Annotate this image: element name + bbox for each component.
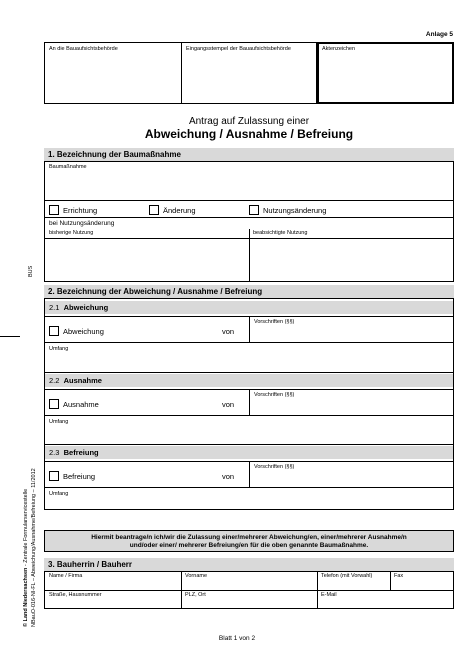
side-fold-mark (0, 336, 20, 337)
von-label: von (222, 400, 235, 409)
measure-label: Baumaßnahme (49, 164, 87, 170)
sub-2-3-header (45, 446, 453, 459)
divider (44, 415, 454, 416)
checkbox-exception[interactable] (49, 399, 59, 409)
regulations-label: Vorschriften (§§) (254, 319, 295, 325)
section1-title: 1. Bezeichnung der Baumaßnahme (48, 150, 181, 159)
divider (317, 571, 318, 609)
annex-label: Anlage 5 (425, 31, 453, 38)
checkbox-change-of-use-label: Nutzungsänderung (263, 206, 327, 215)
side-publisher: © Land Niedersachsen - Zentrale Formularservicestelle (23, 488, 29, 627)
divider (44, 487, 454, 488)
divider (249, 229, 250, 282)
previous-use-label: bisherige Nutzung (49, 230, 94, 236)
scope-label: Umfang (49, 419, 69, 425)
checkbox-modification[interactable] (149, 205, 159, 215)
divider (249, 316, 250, 342)
checkbox-exemption[interactable] (49, 471, 59, 481)
name-field-label: Name / Firma (49, 573, 83, 579)
divider (44, 444, 454, 445)
checkbox-change-of-use[interactable] (249, 205, 259, 215)
sub-2-1-header (45, 301, 453, 314)
file-ref-label: Aktenzeichen (322, 46, 356, 52)
statement-line2: und/oder einer/ mehrerer Befreiung/en für die oben genannte Baumaßnahme. (129, 542, 369, 549)
checkbox-construction-label: Errichtung (63, 206, 98, 215)
section3-header (44, 558, 454, 571)
phone-field-label: Telefon (mit Vorwahl) (321, 573, 373, 579)
intended-use-label: beabsichtigte Nutzung (253, 230, 308, 236)
section2-header (44, 285, 454, 298)
section2-title: 2. Bezeichnung der Abweichung / Ausnahme / Befreiung (48, 287, 263, 296)
checkbox-deviation-label: Abweichung (63, 327, 104, 336)
stamp-box (181, 42, 317, 104)
title-line2: Abweichung / Ausnahme / Befreiung (144, 127, 354, 141)
regulations-label: Vorschriften (§§) (254, 392, 295, 398)
sub-2-1-title: 2.1 Abweichung (49, 303, 109, 312)
file-ref-box[interactable] (317, 42, 454, 104)
zip-city-field-label: PLZ, Ort (185, 592, 206, 598)
section1-header (44, 148, 454, 161)
regulations-label: Vorschriften (§§) (254, 464, 295, 470)
section3-title: 3. Bauherrin / Bauherr (48, 560, 133, 569)
sub-2-2-header (45, 374, 453, 387)
checkbox-construction[interactable] (49, 205, 59, 215)
authority-box[interactable] (44, 42, 182, 104)
divider (249, 389, 250, 415)
authority-label: An die Bauaufsichtsbehörde (49, 46, 118, 52)
divider (44, 372, 454, 373)
statement-line1: Hiermit beantrage/n ich/wir die Zulassung einer/mehrerer Abweichung/en, einer/mehrerer Ausnahme/n (91, 534, 407, 541)
checkbox-deviation[interactable] (49, 326, 59, 336)
divider (44, 200, 454, 201)
stamp-label: Eingangsstempel der Bauaufsichtsbehörde (186, 46, 291, 52)
fax-field-label: Fax (394, 573, 404, 579)
street-field-label: Straße, Hausnummer (49, 592, 102, 598)
change-of-use-label: bei Nutzungsänderung (49, 220, 115, 227)
divider (44, 590, 454, 591)
side-form-id: NBauO-016-NI-FL – Abweichung/Ausnahme/Befreiung – 11/2012 (31, 468, 37, 627)
checkbox-modification-label: Änderung (163, 206, 196, 215)
scope-label: Umfang (49, 491, 69, 497)
checkbox-exception-label: Ausnahme (63, 400, 99, 409)
sub-2-2-title: 2.2 Ausnahme (49, 376, 102, 385)
scope-label: Umfang (49, 346, 69, 352)
side-label-bus: BUS (28, 265, 34, 277)
page-number: Blatt 1 von 2 (218, 635, 256, 642)
divider (181, 571, 182, 609)
von-label: von (222, 472, 235, 481)
title-line1: Antrag auf Zulassung einer (188, 116, 310, 127)
email-field-label: E-Mail (321, 592, 337, 598)
von-label: von (222, 327, 235, 336)
divider (44, 217, 454, 218)
statement-box (44, 530, 454, 552)
sub-2-3-title: 2.3 Befreiung (49, 448, 99, 457)
divider (249, 461, 250, 487)
checkbox-exemption-label: Befreiung (63, 472, 96, 481)
first-name-field-label: Vorname (185, 573, 208, 579)
divider (390, 571, 391, 590)
divider (44, 342, 454, 343)
